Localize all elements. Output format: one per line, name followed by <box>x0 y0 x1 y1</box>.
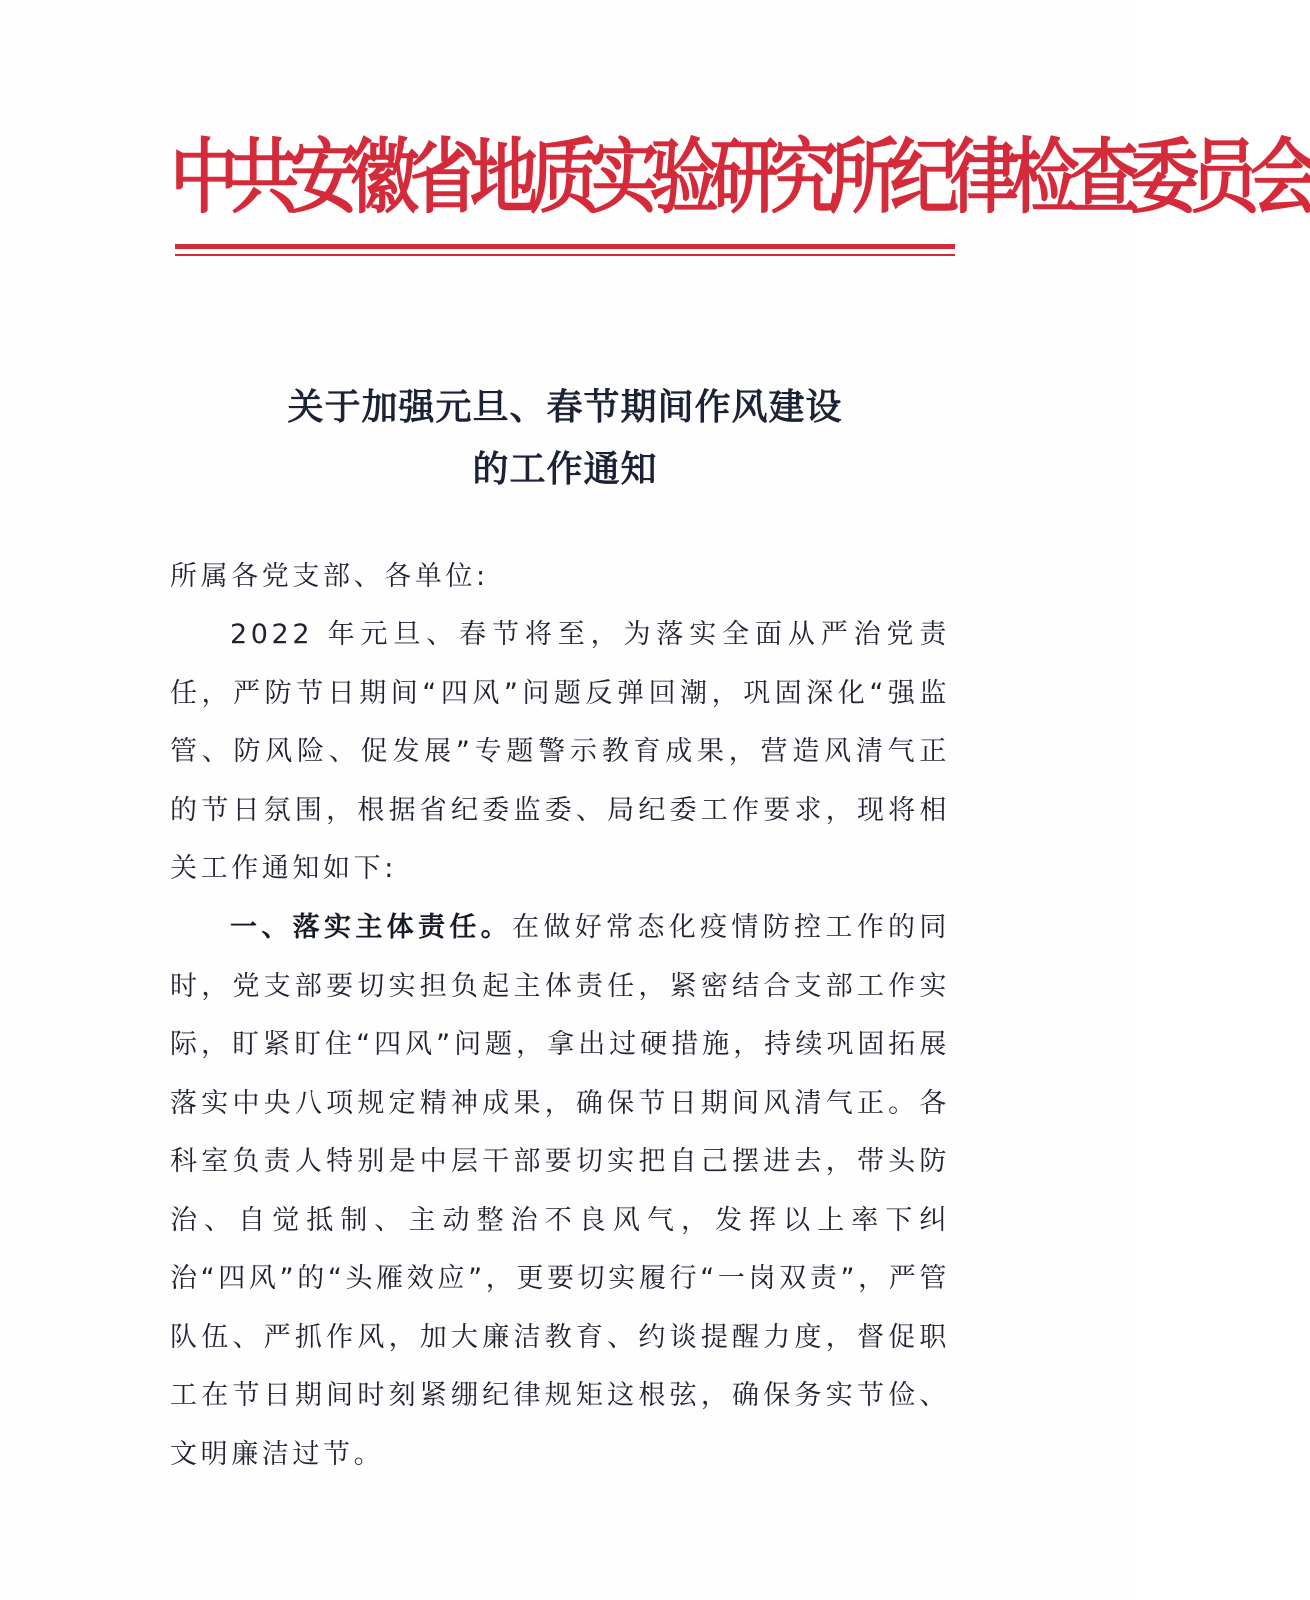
header-divider-thick <box>175 244 955 249</box>
intro-paragraph: 2022 年元旦、春节将至，为落实全面从严治党责任，严防节日期间“四风”问题反弹回潮，巩固深化“强监管、防风险、促发展”专题警示教育成果，营造风清气正的节日氛围，根据省纪委监委、局纪委工作要求，现将相关工作通知如下: <box>170 619 950 884</box>
section-1-heading: 一、落实主体责任。 <box>230 912 513 943</box>
document-title-line1: 关于加强元旦、春节期间作风建设 <box>287 386 843 428</box>
section-1-text: 在做好常态化疫情防控工作的同时，党支部要切实担负起主体责任，紧密结合支部工作实际，盯紧盯住“四风”问题，拿出过硬措施，持续巩固拓展落实中央八项规定精神成果，确保节日期间风清气正。各科室负责人特别是中层干部要切实把自己摆进去，带头防治、自觉抵制、主动整治不良风气，发挥以上率下纠治“四风”的“头雁效应”，更要切实履行“一岗双责”，严管队伍、严抓作风，加大廉洁教育、约谈提醒力度，督促职工在节日期间时刻紧绷纪律规矩这根弦，确保务实节俭、文明廉洁过节。 <box>170 912 950 1470</box>
document-title-line2: 的工作通知 <box>472 448 658 490</box>
document-title <box>170 376 960 500</box>
section-1-paragraph <box>170 899 950 1484</box>
salutation: 所属各党支部、各单位: <box>170 561 489 592</box>
organization-header: 中共安徽省地质实验研究所纪律检查委员会 <box>170 129 1310 226</box>
header-divider-thin <box>175 254 955 256</box>
